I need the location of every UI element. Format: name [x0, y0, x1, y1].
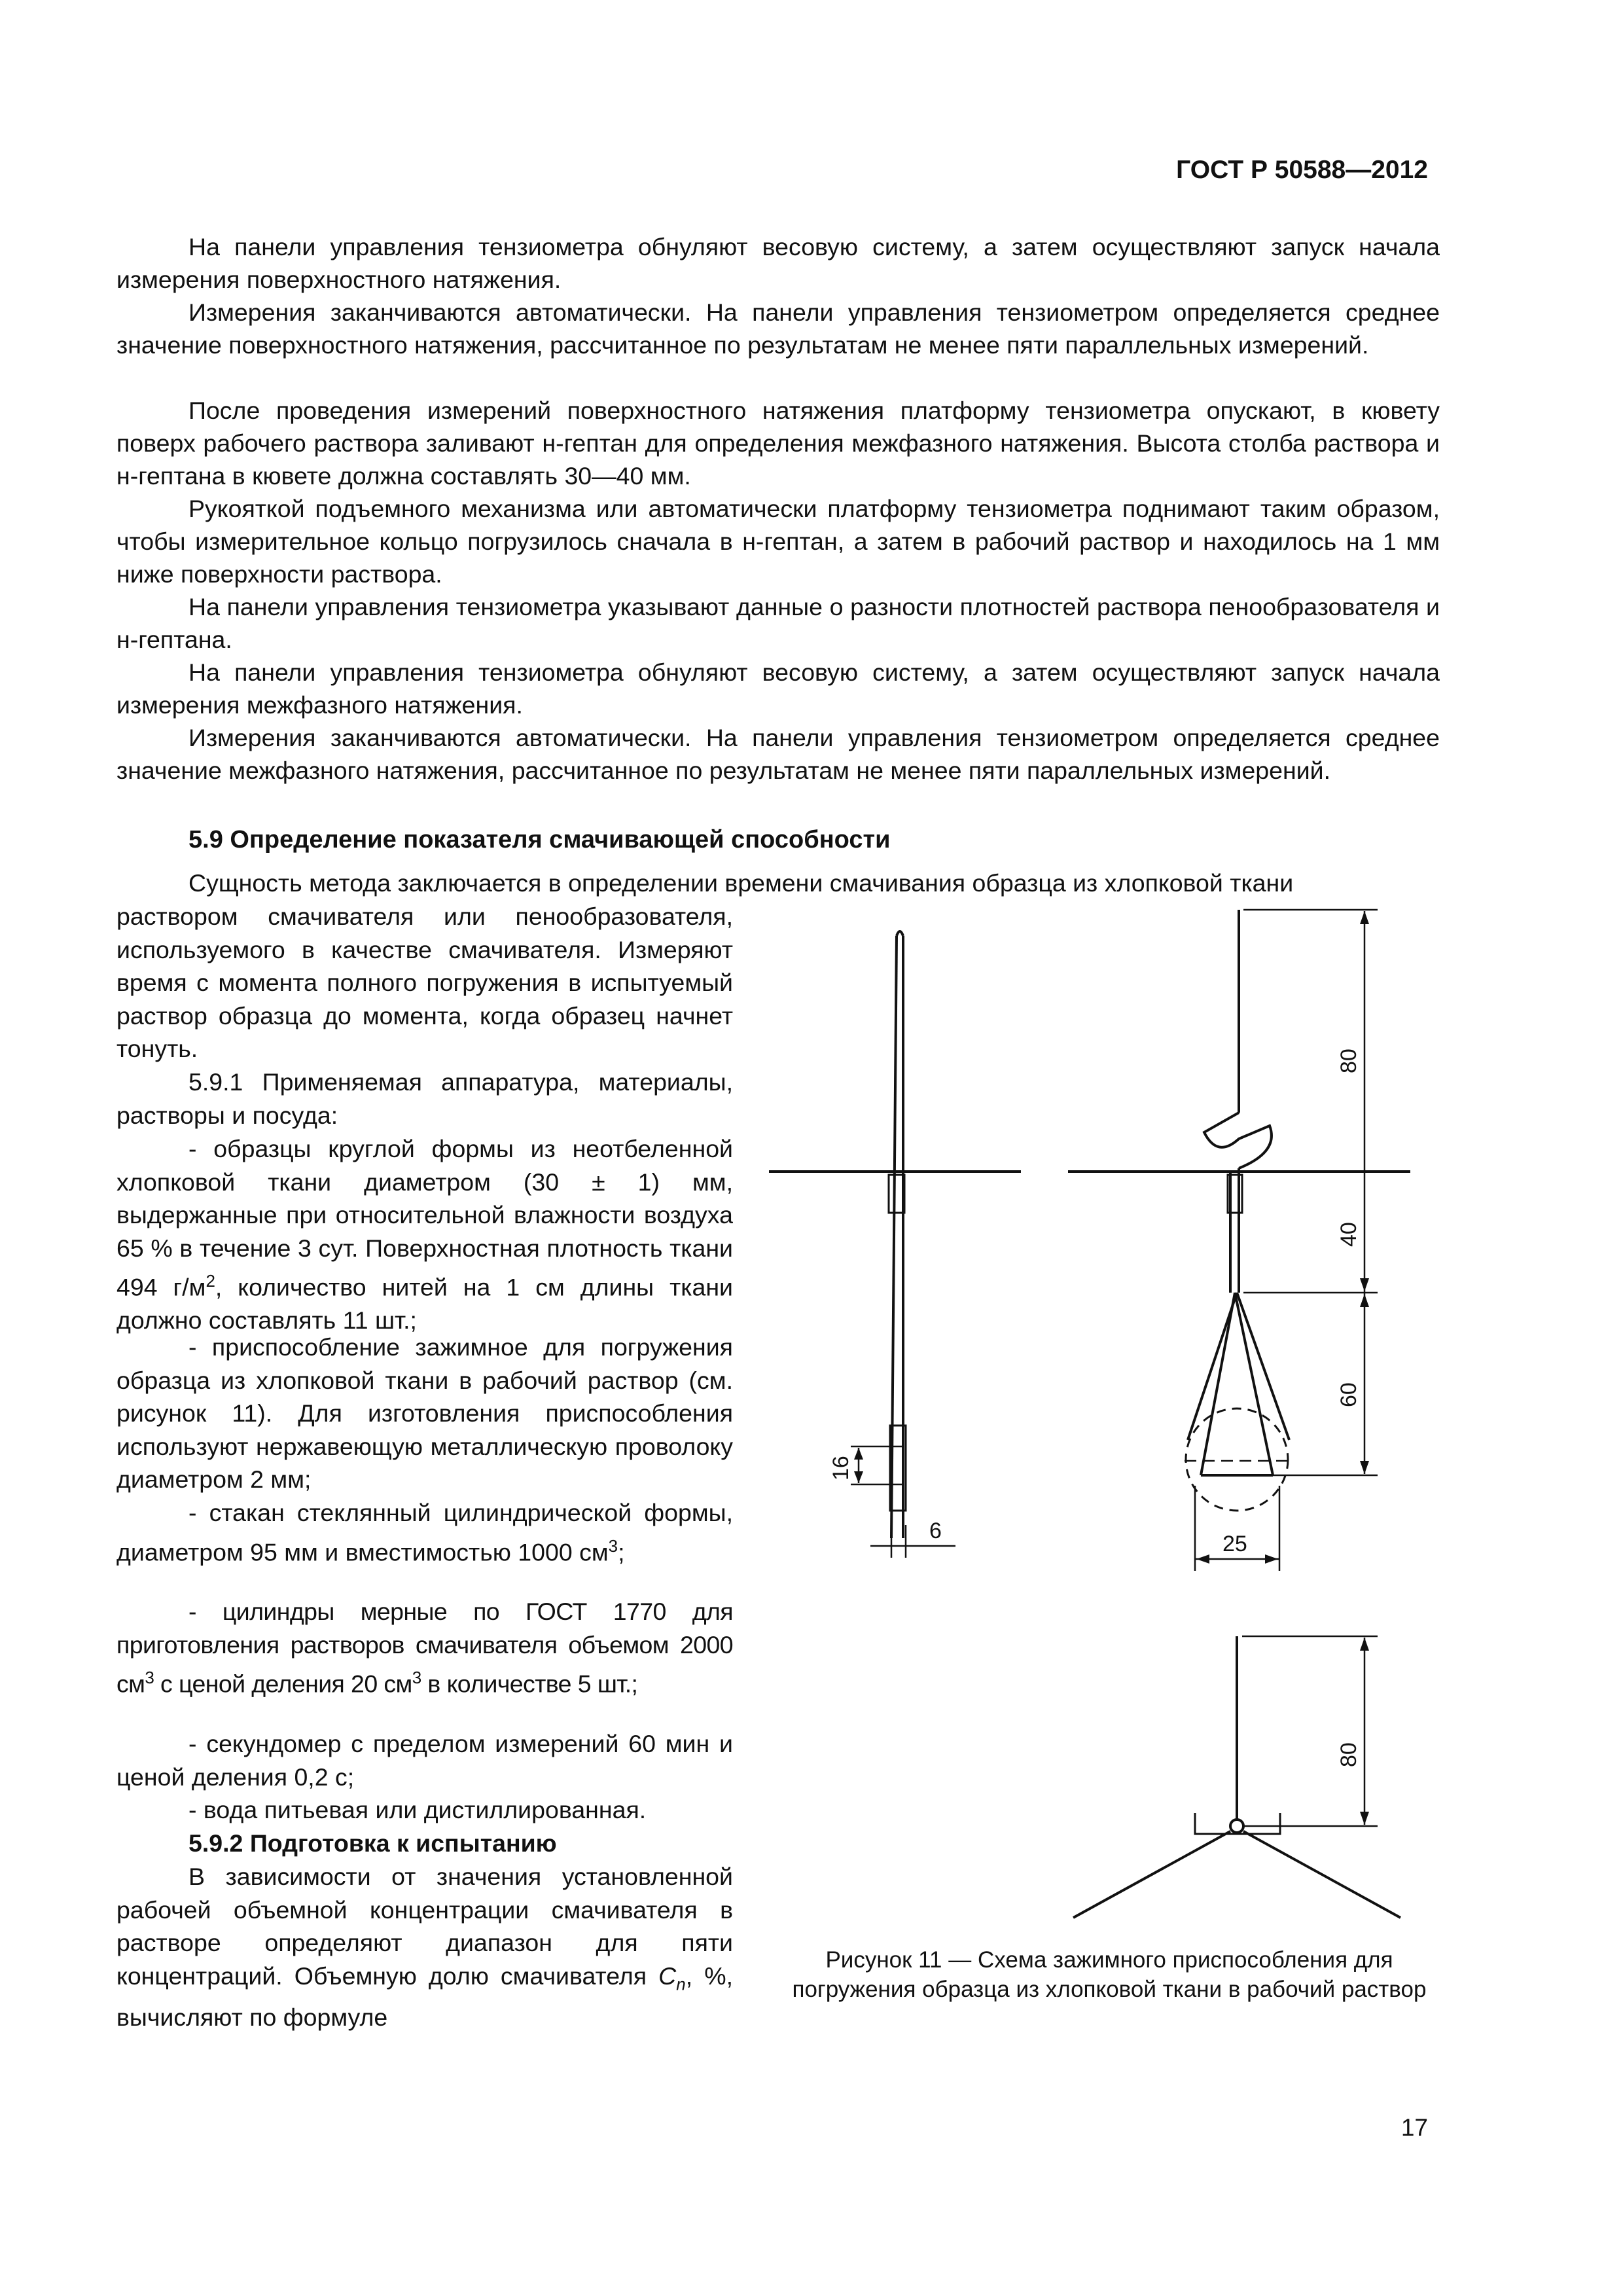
- rod-left-line-1: [891, 936, 897, 1538]
- section-5-9-title: 5.9 Определение показателя смачивающей способности: [188, 826, 891, 853]
- document-code-header: ГОСТ Р 50588—2012: [1176, 156, 1428, 184]
- dim-60: 60: [1336, 1382, 1361, 1407]
- holder-pivot: [1230, 1820, 1243, 1833]
- dim-25: 25: [1222, 1532, 1247, 1556]
- figure-11-clamp-diagram: [753, 903, 1446, 1937]
- section-5-9-intro-rest: раствором смачивателя или пенообразователя, используемого в качестве смачивателя. Измеряют время с момента полного погружения в испытуемый раствор образца до момента, когда образец начнет тонуть.: [116, 903, 733, 1062]
- dim-80-top: 80: [1336, 1049, 1361, 1073]
- list-item-cylinders: - цилиндры мерные по ГОСТ 1770 для приготовления растворов смачивателя объемом 2000 $см^3$ с ценой деления 20 $см^3$ в количестве 5 шт.;: [116, 1598, 733, 1698]
- paragraph-4: Рукояткой подъемного механизма или автоматически платформу тензиометра поднимают таким образом, чтобы измерительное кольцо погрузилось сначала в н-гептан, а затем в рабочий раствор и находилось на 1 мм ниже поверхности раствора.: [116, 495, 1440, 588]
- bottom-arm-left: [1073, 1831, 1230, 1918]
- dim-40: 40: [1336, 1222, 1361, 1247]
- section-5-9-2-title: 5.9.2 Подготовка к испытанию: [188, 1829, 557, 1857]
- bottom-arm-right: [1243, 1831, 1400, 1918]
- paragraph-2: Измерения заканчиваются автоматически. На панели управления тензиометром определяется среднее значение поверхностного натяжения, рассчитанное по результатам не менее пяти параллельных измерений.: [116, 298, 1440, 359]
- list-item-water: - вода питьевая или дистиллированная.: [188, 1796, 647, 1823]
- paragraph-3: После проведения измерений поверхностного натяжения платформу тензиометра опускают, в кювету поверх рабочего раствора заливают н-гептан для определения межфазного натяжения. Высота столба раствора и н-гептана в кювете должна составлять 30—40 мм.: [116, 397, 1440, 490]
- paragraph-7: Измерения заканчиваются автоматически. На панели управления тензиометром определяется среднее значение межфазного натяжения, рассчитанное по результатам не менее пяти параллельных измерений.: [116, 724, 1440, 784]
- page-number: 17: [1400, 2114, 1428, 2141]
- paragraph-6: На панели управления тензиометра обнуляют весовую систему, а затем осуществляют запуск начала измерения межфазного натяжения.: [116, 658, 1440, 719]
- list-item-stopwatch: - секундомер с пределом измерений 60 мин и ценой деления 0,2 с;: [116, 1730, 733, 1791]
- sample-circle: [1186, 1408, 1288, 1511]
- list-item-samples: - образцы круглой формы из неотбеленной хлопковой ткани диаметром (30 ± 1) мм, выдержанные при относительной влажности воздуха 65 % в течение 3 сут. Поверхностная плотность ткани 494 $г/м^2$, количество нитей на 1 см длины ткани должно составлять 11 шт.;: [116, 1135, 733, 1334]
- rod-left-top-cap: [897, 931, 903, 936]
- dim-6: 6: [929, 1518, 942, 1543]
- dim-80-bottom: 80: [1336, 1742, 1361, 1767]
- rod-zigzag: [1204, 1113, 1272, 1168]
- section-5-9-2-text: В зависимости от значения установленной рабочей объемной концентрации смачивателя в растворе определяют диапазон для пяти концентраций. Объемную долю смачивателя $C_n$, %, вычисляют по формуле: [116, 1863, 733, 2031]
- paragraph-5: На панели управления тензиометра указывают данные о разности плотностей раствора пенообразователя и н-гептана.: [116, 593, 1440, 653]
- paragraph-1: На панели управления тензиометра обнуляют весовую систему, а затем осуществляют запуск начала измерения поверхностного натяжения.: [116, 233, 1440, 293]
- figure-11-caption: Рисунок 11 — Схема зажимного приспособления для погружения образца из хлопковой ткани в рабочий раствор: [792, 1947, 1427, 2002]
- section-5-9-1-title: 5.9.1 Применяемая аппаратура, материалы, растворы и посуда:: [116, 1068, 733, 1129]
- dim-16: 16: [829, 1456, 853, 1480]
- list-item-clamp: - приспособление зажимное для погружения образца из хлопковой ткани в рабочий раствор (см. рисунок 11). Для изготовления приспособления используют нержавеющую металлическую проволоку диаметром 2 мм;: [116, 1333, 733, 1493]
- section-5-9-intro-first-line: Сущность метода заключается в определении времени смачивания образца из хлопковой ткани: [188, 869, 1294, 897]
- list-item-glass: - стакан стеклянный цилиндрической формы, диаметром 95 мм и вместимостью 1000 $см^3$;: [116, 1499, 733, 1566]
